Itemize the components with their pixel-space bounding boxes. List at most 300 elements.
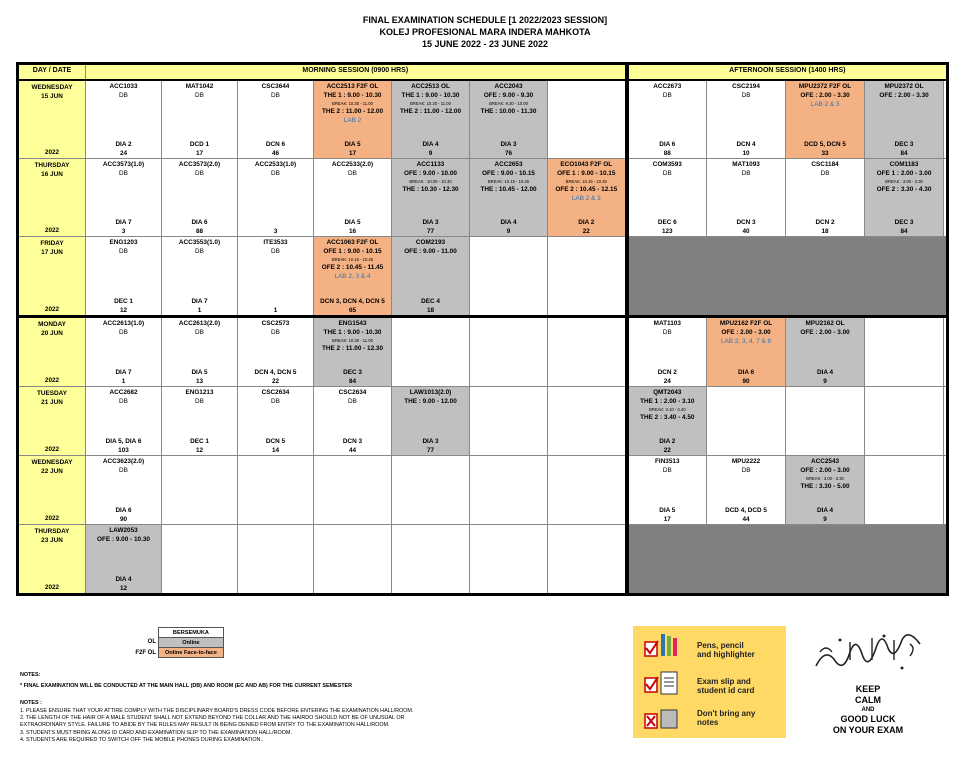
exam-line: DB bbox=[271, 92, 280, 99]
notes-list bbox=[20, 708, 440, 744]
exam-line: DB bbox=[271, 398, 280, 405]
venue: DIA 6 bbox=[737, 369, 755, 376]
day-cell bbox=[18, 387, 86, 456]
student-count: 9 bbox=[823, 516, 827, 523]
student-count: 22 bbox=[663, 447, 671, 454]
lab-line: LAB 2 & 3 bbox=[571, 195, 601, 202]
course-code: ACC3623(2.0) bbox=[102, 458, 145, 465]
exam-cell bbox=[238, 237, 314, 317]
empty-cell bbox=[548, 237, 627, 317]
course-code: CSC2634 bbox=[261, 389, 290, 396]
empty-cell bbox=[392, 456, 470, 525]
empty-cell bbox=[470, 525, 548, 595]
student-count: 84 bbox=[900, 150, 908, 157]
exam-line: DB bbox=[348, 170, 357, 177]
note-item: 2. THE LENGTH OF THE HAIR OF A MALE STUDENT SHALL NOT EXTEND BEYOND THE COLLAR AND THE HAIRDO SHOULD NOT BE OF UNUSUAL OR bbox=[20, 715, 405, 722]
venue: DIA 4 bbox=[115, 576, 132, 583]
student-count: 76 bbox=[504, 150, 513, 157]
empty-cell bbox=[314, 456, 392, 525]
student-count: 18 bbox=[426, 307, 435, 314]
venue: DIA 5 bbox=[191, 369, 208, 376]
student-count: 22 bbox=[271, 378, 280, 385]
course-code: CSC2194 bbox=[732, 83, 760, 90]
student-count: 1 bbox=[273, 307, 278, 314]
day-year: 2022 bbox=[44, 584, 60, 591]
day-cell bbox=[18, 317, 86, 387]
student-count: 65 bbox=[348, 307, 357, 314]
student-count: 3 bbox=[121, 228, 126, 235]
course-code: ACC2673 bbox=[653, 83, 682, 90]
student-count: 3 bbox=[273, 228, 278, 235]
student-count: 12 bbox=[119, 585, 128, 592]
empty-cell bbox=[548, 525, 627, 595]
legend-bersemuka: BERSEMUKA bbox=[159, 628, 224, 638]
course-code: ACC3573(1.0) bbox=[102, 161, 145, 168]
course-code: ACC1033 bbox=[109, 83, 138, 90]
exam-line: DB bbox=[119, 248, 128, 255]
venue: DIA 6 bbox=[115, 507, 132, 514]
course-code: MPU2162 OL bbox=[805, 320, 845, 327]
empty-cell bbox=[786, 387, 865, 456]
notes-list-title: NOTES : bbox=[20, 700, 42, 706]
student-count: 9 bbox=[823, 378, 827, 385]
day-name: THURSDAY bbox=[34, 162, 70, 169]
exam-cell bbox=[314, 80, 392, 159]
empty-cell bbox=[548, 317, 627, 387]
student-count: 103 bbox=[118, 447, 129, 454]
exam-cell bbox=[314, 237, 392, 317]
exam-cell bbox=[627, 317, 707, 387]
course-code: FIN3513 bbox=[655, 458, 680, 465]
course-code: ACC2513 F2F OL bbox=[326, 83, 379, 90]
exam-line: THE 1 : 9.00 - 10.30 bbox=[323, 92, 382, 99]
exam-line: OFE : 9.00 - 10.00 bbox=[404, 170, 457, 177]
venue: DEC 3 bbox=[894, 141, 914, 148]
student-count: 88 bbox=[663, 150, 671, 157]
course-code: ECO1043 F2F OL bbox=[560, 161, 613, 168]
student-count: 40 bbox=[742, 228, 750, 235]
day-name: FRIDAY bbox=[40, 240, 64, 247]
student-count: 18 bbox=[821, 228, 829, 235]
exam-cell bbox=[627, 80, 707, 159]
day-date: 17 JUN bbox=[41, 249, 63, 256]
day-name: THURSDAY bbox=[34, 528, 70, 535]
exam-line: DB bbox=[741, 170, 751, 177]
day-year: 2022 bbox=[44, 515, 60, 522]
course-code: MPU2372 OL bbox=[884, 83, 924, 90]
exam-line-2: THE : 10.00 - 11.30 bbox=[480, 108, 537, 115]
empty-cell bbox=[392, 525, 470, 595]
exam-line: DB bbox=[195, 248, 204, 255]
exam-cell bbox=[627, 387, 707, 456]
exam-line: OFE : 9.00 - 9.30 bbox=[483, 92, 534, 99]
student-count: 1 bbox=[197, 307, 202, 314]
exam-line: DB bbox=[195, 329, 204, 336]
exam-cell bbox=[238, 387, 314, 456]
exam-line-2: THE 2 : 11.00 - 12.30 bbox=[321, 345, 384, 352]
course-code: MPU2162 F2F OL bbox=[719, 320, 773, 327]
exam-cell bbox=[707, 317, 786, 387]
course-code: ENG1543 bbox=[338, 320, 367, 327]
course-code: MPU2222 bbox=[731, 458, 761, 465]
exam-cell bbox=[162, 159, 238, 237]
exam-line: OFE : 9.00 - 10.30 bbox=[97, 536, 150, 543]
empty-cell bbox=[162, 525, 238, 595]
exam-line: DB bbox=[195, 92, 204, 99]
exam-cell bbox=[627, 456, 707, 525]
venue: DCN 5 bbox=[265, 438, 286, 445]
course-code: ACC2533(2.0) bbox=[331, 161, 374, 168]
venue: DIA 7 bbox=[115, 219, 132, 226]
legend-f2f: Online Face-to-face bbox=[159, 648, 224, 658]
legend-online: Online bbox=[159, 638, 224, 648]
course-code: ACC2513 OL bbox=[411, 83, 450, 90]
exam-cell bbox=[786, 80, 865, 159]
exam-cell bbox=[86, 80, 162, 159]
student-count: 12 bbox=[119, 307, 128, 314]
exam-cell bbox=[707, 456, 786, 525]
break-line: BREAK: 3.10 - 3.40 bbox=[649, 407, 686, 412]
exam-line: OFE : 2.00 - 3.00 bbox=[721, 329, 771, 336]
exam-cell bbox=[86, 237, 162, 317]
exam-line: OFE : 9.00 - 11.00 bbox=[404, 248, 457, 255]
exam-line-2: THE : 3.30 - 5.00 bbox=[800, 483, 850, 490]
break-line: BREAK: 10.15 - 10.45 bbox=[487, 179, 530, 184]
empty-cell bbox=[548, 387, 627, 456]
student-count: 22 bbox=[582, 228, 590, 235]
empty-cell bbox=[865, 387, 944, 456]
exam-line: OFE : 2.00 - 3.00 bbox=[800, 329, 850, 336]
student-count: 13 bbox=[195, 378, 204, 385]
exam-cell bbox=[392, 80, 470, 159]
good-luck-message: KEEP CALM AND GOOD LUCK ON YOUR EXAM bbox=[832, 684, 904, 735]
break-line: BREAK: 10.15 - 10.45 bbox=[565, 179, 607, 184]
venue: DIA 3 bbox=[422, 219, 439, 226]
venue: DIA 6 bbox=[659, 141, 676, 148]
exam-line-2: OFE 2 : 10.45 - 12.15 bbox=[555, 186, 618, 193]
spacer-cell bbox=[944, 387, 948, 456]
day-name: WEDNESDAY bbox=[31, 459, 73, 466]
no-notes-icon bbox=[641, 706, 681, 732]
venue: DCD 5, DCN 5 bbox=[804, 141, 846, 148]
course-code: CSC1184 bbox=[811, 161, 839, 168]
exam-line: DB bbox=[662, 92, 672, 99]
student-count: 24 bbox=[663, 378, 671, 385]
venue: DCN 4, DCN 5 bbox=[254, 369, 297, 376]
exam-schedule-table bbox=[16, 62, 949, 596]
venue: DIA 3 bbox=[422, 438, 439, 445]
spacer-cell bbox=[944, 317, 948, 387]
venue: DEC 3 bbox=[343, 369, 362, 376]
exam-line: DB bbox=[271, 329, 280, 336]
exam-cell bbox=[86, 317, 162, 387]
day-cell bbox=[18, 237, 86, 317]
course-code: ACC2613(1.0) bbox=[102, 320, 145, 327]
empty-cell bbox=[470, 387, 548, 456]
exam-cell bbox=[392, 159, 470, 237]
venue: DEC 4 bbox=[421, 298, 440, 305]
course-code: ACC2043 bbox=[494, 83, 523, 90]
note-item: 4. STUDENTS ARE REQUIRED TO SWITCH OFF THE MOBILE PHONES DURING EXAMINATION.. bbox=[20, 736, 264, 743]
course-code: CSC2573 bbox=[261, 320, 290, 327]
exam-line: OFE : 2.00 - 3.30 bbox=[879, 92, 929, 99]
venue: DIA 5 bbox=[344, 219, 361, 226]
venue: DCN 2 bbox=[657, 369, 677, 376]
venue: DEC 6 bbox=[657, 219, 677, 226]
venue: DCD 4, DCD 5 bbox=[725, 507, 767, 514]
day-name: TUESDAY bbox=[37, 390, 67, 397]
note-item: 3. STUDENTS MUST BRING ALONG ID CARD AND EXAMINATION SLIP TO THE EXAMINATION HALL/ROOM. bbox=[20, 729, 292, 736]
exam-line: DB bbox=[195, 398, 204, 405]
legend-f2f-label: F2F OL bbox=[135, 650, 156, 656]
exam-line: DB bbox=[119, 170, 128, 177]
student-count: 88 bbox=[195, 228, 204, 235]
course-code: ITE3533 bbox=[263, 239, 288, 246]
venue: DCN 4 bbox=[736, 141, 756, 148]
venue: DCN 3, DCN 4, DCN 5 bbox=[320, 298, 385, 305]
student-count: 33 bbox=[821, 150, 829, 157]
venue: DIA 4 bbox=[422, 141, 439, 148]
exam-cell bbox=[392, 237, 470, 317]
spacer-cell bbox=[944, 159, 948, 237]
day-year: 2022 bbox=[44, 227, 60, 234]
exam-line: OFE : 9.00 - 10.15 bbox=[482, 170, 535, 177]
empty-cell bbox=[238, 525, 314, 595]
course-code: QMT2043 bbox=[653, 389, 682, 396]
exam-cell bbox=[707, 80, 786, 159]
student-count: 16 bbox=[348, 228, 357, 235]
student-count: 14 bbox=[271, 447, 280, 454]
venue: DEC 1 bbox=[190, 438, 209, 445]
exam-line: DB bbox=[741, 92, 751, 99]
exam-line-2: OFE 2 : 3.30 - 4.30 bbox=[876, 186, 932, 193]
venue: DIA 7 bbox=[115, 369, 132, 376]
day-cell bbox=[18, 456, 86, 525]
empty-cell bbox=[865, 456, 944, 525]
day-cell bbox=[18, 159, 86, 237]
day-name: WEDNESDAY bbox=[31, 84, 73, 91]
exam-line: DB bbox=[662, 170, 672, 177]
exam-line: DB bbox=[271, 248, 280, 255]
break-line: BREAK: 10.30 - 11.00 bbox=[332, 101, 373, 106]
exam-line-2: THE 2 : 11.00 - 12.00 bbox=[321, 108, 384, 115]
student-count: 84 bbox=[900, 228, 908, 235]
course-code: LAW2053 bbox=[109, 527, 138, 534]
day-year: 2022 bbox=[44, 149, 60, 156]
exam-line-2: THE : 10.30 - 12.30 bbox=[402, 186, 459, 193]
day-date: 16 JUN bbox=[41, 171, 63, 178]
empty-cell bbox=[548, 80, 627, 159]
course-code: ACC3553(1.0) bbox=[178, 239, 221, 246]
break-line: BREAK : 3.00 - 3.30 bbox=[806, 476, 844, 481]
exam-cell bbox=[86, 525, 162, 595]
exam-slip-icon bbox=[641, 670, 681, 696]
schedule-title: FINAL EXAMINATION SCHEDULE [1 2022/2023 SESSION] bbox=[362, 15, 608, 25]
venue: DIA 5, DIA 6 bbox=[105, 438, 142, 445]
student-count: 44 bbox=[348, 447, 357, 454]
venue: DIA 4 bbox=[500, 219, 517, 226]
exam-line: DB bbox=[348, 398, 357, 405]
student-count: 123 bbox=[661, 228, 673, 235]
exam-cell bbox=[162, 237, 238, 317]
course-code: ACC2543 bbox=[811, 458, 840, 465]
exam-line: DB bbox=[662, 467, 672, 474]
course-code: ACC3573(2.0) bbox=[178, 161, 221, 168]
exam-cell bbox=[707, 159, 786, 237]
day-cell bbox=[18, 80, 86, 159]
course-code: COM2193 bbox=[415, 239, 446, 246]
break-line: BREAK: 10.30 - 11.00 bbox=[332, 338, 373, 343]
venue: DIA 5 bbox=[344, 141, 361, 148]
day-cell bbox=[18, 525, 86, 595]
exam-cell bbox=[470, 80, 548, 159]
venue: DIA 5 bbox=[659, 507, 676, 514]
course-code: ENG1213 bbox=[185, 389, 214, 396]
exam-tips-panel bbox=[633, 626, 786, 738]
schedule-dates: 15 JUNE 2022 - 23 JUNE 2022 bbox=[421, 39, 549, 49]
college-name: KOLEJ PROFESIONAL MARA INDERA MAHKOTA bbox=[379, 27, 591, 37]
course-code: CSC3644 bbox=[261, 83, 290, 90]
venue: DIA 6 bbox=[191, 219, 208, 226]
exam-line: DB bbox=[195, 170, 204, 177]
day-date: 22 JUN bbox=[41, 468, 63, 475]
student-count: 90 bbox=[742, 378, 750, 385]
legend-ol-label: OL bbox=[147, 639, 156, 645]
venue: DIA 2 bbox=[659, 438, 676, 445]
student-count: 24 bbox=[119, 150, 128, 157]
venue: DIA 2 bbox=[578, 219, 595, 226]
note-item: 1. PLEASE ENSURE THAT YOUR ATTIRE COMPLY WITH THE DISCIPLINARY BOARD'S DRESS CODE BEFORE ENTERING THE EXAMINATION HALL/ROOM. bbox=[20, 708, 414, 714]
exam-line: OFE 1 : 9.00 - 10.15 bbox=[557, 170, 616, 177]
exam-cell bbox=[314, 159, 392, 237]
note-item: EXTRAORDINARY STYLE. FAILURE TO ABIDE BY THE RULES MAY RESULT IN BEING DENIED FROM ENTRY TO THE EXAMINATION HALL/ROOM. bbox=[20, 722, 390, 729]
pens-icon bbox=[641, 632, 681, 658]
exam-cell bbox=[162, 387, 238, 456]
exam-line: OFE 1 : 9.00 - 10.15 bbox=[323, 248, 382, 255]
empty-cell bbox=[865, 317, 944, 387]
tip-pens: Pens, pencil and highlighter bbox=[697, 641, 755, 659]
exam-line: OFE : 2.00 - 3.00 bbox=[800, 467, 850, 474]
spacer-cell bbox=[944, 456, 948, 525]
course-code: COM1183 bbox=[889, 161, 919, 168]
break-line: BREAK : 10.00 - 10.30 bbox=[409, 179, 452, 184]
venue: DCD 1 bbox=[189, 141, 210, 148]
course-code: COM3593 bbox=[652, 161, 682, 168]
lab-line: LAB 2 bbox=[343, 117, 362, 124]
course-code: LAW1013(2.0) bbox=[409, 389, 452, 396]
student-count: 1 bbox=[121, 378, 126, 385]
course-code: MPU2372 F2F OL bbox=[798, 83, 852, 90]
break-line: BREAK : 3.00 - 3.30 bbox=[885, 179, 923, 184]
day-date: 21 JUN bbox=[41, 399, 63, 406]
venue: DEC 1 bbox=[114, 298, 133, 305]
exam-line: DB bbox=[662, 329, 672, 336]
exam-cell bbox=[627, 159, 707, 237]
venue: DIA 4 bbox=[816, 369, 834, 376]
student-count: 17 bbox=[195, 150, 204, 157]
exam-cell bbox=[470, 159, 548, 237]
empty-cell bbox=[470, 317, 548, 387]
exam-cell bbox=[786, 317, 865, 387]
break-line: BREAK: 9.30 - 10.00 bbox=[489, 101, 528, 106]
exam-cell bbox=[786, 159, 865, 237]
course-code: MAT1093 bbox=[732, 161, 760, 168]
course-code: CSC2634 bbox=[338, 389, 367, 396]
exam-line: DB bbox=[820, 170, 830, 177]
exam-line: OFE 1 : 2.00 - 3.00 bbox=[876, 170, 932, 177]
break-line: BREAK: 10.30 - 11.00 bbox=[410, 101, 451, 106]
student-count: 77 bbox=[426, 447, 435, 454]
empty-cell bbox=[392, 317, 470, 387]
empty-cell bbox=[314, 525, 392, 595]
day-year: 2022 bbox=[44, 446, 60, 453]
exam-line: THE 1 : 2.00 - 3.10 bbox=[640, 398, 695, 405]
calligraphy-image bbox=[810, 628, 930, 676]
day-date: 23 JUN bbox=[41, 537, 63, 544]
lab-line: LAB 2, 3, 4, 7 & 8 bbox=[720, 338, 772, 345]
break-line: BREAK: 10.15 - 10.45 bbox=[331, 257, 374, 262]
day-name: MONDAY bbox=[38, 321, 66, 328]
exam-cell bbox=[238, 317, 314, 387]
day-date: 20 JUN bbox=[41, 330, 63, 337]
exam-cell bbox=[238, 159, 314, 237]
lab-line: LAB 2, 3 & 4 bbox=[334, 273, 371, 280]
exam-cell bbox=[548, 159, 627, 237]
course-code: ACC1063 F2F OL bbox=[326, 239, 379, 246]
student-count: 44 bbox=[742, 516, 750, 523]
course-code: ENG1203 bbox=[109, 239, 138, 246]
exam-line: DB bbox=[119, 467, 128, 474]
exam-line-2: OFE 2 : 10.45 - 11.45 bbox=[321, 264, 384, 271]
tip-no-notes: Don't bring any notes bbox=[697, 709, 756, 727]
exam-line: DB bbox=[119, 398, 128, 405]
exam-line: DB bbox=[119, 92, 128, 99]
no-session-block bbox=[627, 525, 948, 595]
exam-line: OFE : 2.00 - 3.30 bbox=[800, 92, 850, 99]
course-code: ACC2613(2.0) bbox=[178, 320, 221, 327]
spacer-cell bbox=[944, 80, 948, 159]
notes-title: NOTES: bbox=[20, 672, 41, 678]
venue: DIA 7 bbox=[191, 298, 208, 305]
course-code: MAT1042 bbox=[185, 83, 214, 90]
course-code: ACC2653 bbox=[494, 161, 523, 168]
exam-cell bbox=[786, 456, 865, 525]
col-morning: MORNING SESSION (0900 HRS) bbox=[86, 64, 627, 81]
lab-line: LAB 2 & 3 bbox=[810, 101, 840, 108]
exam-line: DB bbox=[741, 467, 751, 474]
exam-cell bbox=[865, 80, 944, 159]
student-count: 46 bbox=[271, 150, 280, 157]
course-code: ACC2682 bbox=[109, 389, 138, 396]
col-day-date: DAY / DATE bbox=[18, 64, 86, 81]
student-count: 17 bbox=[663, 516, 671, 523]
exam-cell bbox=[314, 317, 392, 387]
student-count: 90 bbox=[119, 516, 128, 523]
exam-line: THE : 9.00 - 12.00 bbox=[404, 398, 457, 405]
course-code: MAT1103 bbox=[653, 320, 681, 327]
exam-line: THE 1 : 9.00 - 10.30 bbox=[323, 329, 382, 336]
venue: DEC 3 bbox=[894, 219, 914, 226]
student-count: 84 bbox=[348, 378, 357, 385]
student-count: 10 bbox=[742, 150, 750, 157]
exam-line-2: THE 2 : 3.40 - 4.50 bbox=[640, 414, 695, 421]
exam-cell bbox=[162, 80, 238, 159]
student-count: 9 bbox=[428, 150, 433, 157]
day-year: 2022 bbox=[44, 377, 60, 384]
exam-cell bbox=[86, 387, 162, 456]
venue: DCN 3 bbox=[736, 219, 756, 226]
exam-line: DB bbox=[271, 170, 280, 177]
